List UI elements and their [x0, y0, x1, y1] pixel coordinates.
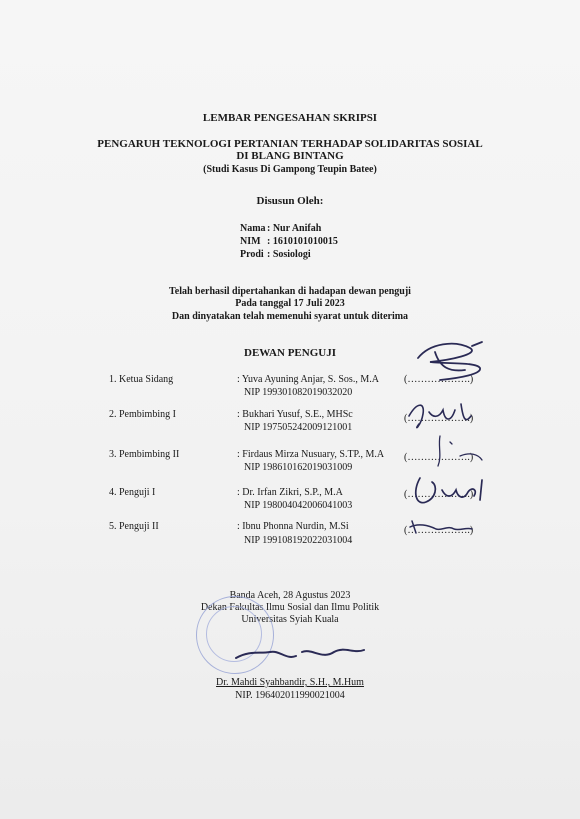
- approval-institution: Universitas Syiah Kuala: [241, 614, 339, 625]
- examiner-nip: NIP 198004042006041003: [244, 500, 353, 511]
- author-value-nim: : 1610101010015: [267, 236, 338, 247]
- approval-position: Dekan Fakultas Ilmu Sosial dan Ilmu Politik: [200, 602, 380, 613]
- examiner-nip: NIP 197505242009121001: [244, 422, 353, 433]
- thesis-title-line-1: PENGARUH TEKNOLOGI PERTANIAN TERHADAP SOLIDARITAS SOSIAL: [97, 138, 483, 150]
- signature-line: (……………….): [404, 452, 474, 463]
- author-label-nim: NIM: [240, 236, 261, 247]
- defense-line-1: Telah berhasil dipertahankan di hadapan dewan penguji: [169, 286, 411, 297]
- signature-1-icon: [410, 338, 490, 388]
- signature-5-icon: [408, 515, 478, 539]
- signature-4-icon: [408, 472, 488, 512]
- examiner-nip: NIP 198610162019031009: [244, 462, 353, 473]
- defense-line-2: Pada tanggal 17 Juli 2023: [235, 298, 345, 309]
- dean-signature-icon: [230, 640, 370, 670]
- examiner-role: 4. Penguji I: [109, 487, 156, 498]
- dean-name: Dr. Mahdi Syahbandir, S.H., M.Hum: [216, 677, 364, 688]
- signature-line: (……………….): [404, 413, 474, 424]
- examiner-role: 5. Penguji II: [109, 521, 159, 532]
- examiner-name: : Bukhari Yusuf, S.E., MHSc: [237, 409, 353, 420]
- author-label-prodi: Prodi: [240, 249, 264, 260]
- signature-line: (……………….): [404, 374, 474, 385]
- approval-place-date: Banda Aceh, 28 Agustus 2023: [229, 590, 351, 601]
- examiner-nip: NIP 199108192022031004: [244, 535, 353, 546]
- examiner-nip: NIP 199301082019032020: [244, 387, 353, 398]
- signature-3-icon: [430, 432, 490, 472]
- thesis-subtitle: (Studi Kasus Di Gampong Teupin Batee): [203, 164, 377, 175]
- defense-line-3: Dan dinyatakan telah memenuhi syarat untuk diterima: [171, 311, 409, 322]
- author-value-nama: : Nur Anifah: [267, 223, 322, 234]
- examiner-name: : Ibnu Phonna Nurdin, M.Si: [237, 521, 349, 532]
- examiners-heading: DEWAN PENGUJI: [244, 347, 336, 359]
- author-label-nama: Nama: [240, 223, 266, 234]
- thesis-title-line-2: DI BLANG BINTANG: [236, 150, 344, 162]
- examiner-name: : Firdaus Mirza Nusuary, S.TP., M.A: [237, 449, 385, 460]
- author-heading: Disusun Oleh:: [256, 195, 324, 207]
- document-title: LEMBAR PENGESAHAN SKRIPSI: [202, 112, 378, 124]
- examiner-role: 3. Pembimbing II: [109, 449, 180, 460]
- examiner-role: 1. Ketua Sidang: [109, 374, 174, 385]
- examiner-role: 2. Pembimbing I: [109, 409, 176, 420]
- examiner-name: : Dr. Irfan Zikri, S.P., M.A: [237, 487, 343, 498]
- signature-line: (……………….): [404, 489, 474, 500]
- author-value-prodi: : Sosiologi: [267, 249, 311, 260]
- signature-line: (……………….): [404, 525, 474, 536]
- dean-nip: NIP. 196402011990021004: [235, 690, 345, 701]
- examiner-name: : Yuva Ayuning Anjar, S. Sos., M.A: [237, 374, 379, 385]
